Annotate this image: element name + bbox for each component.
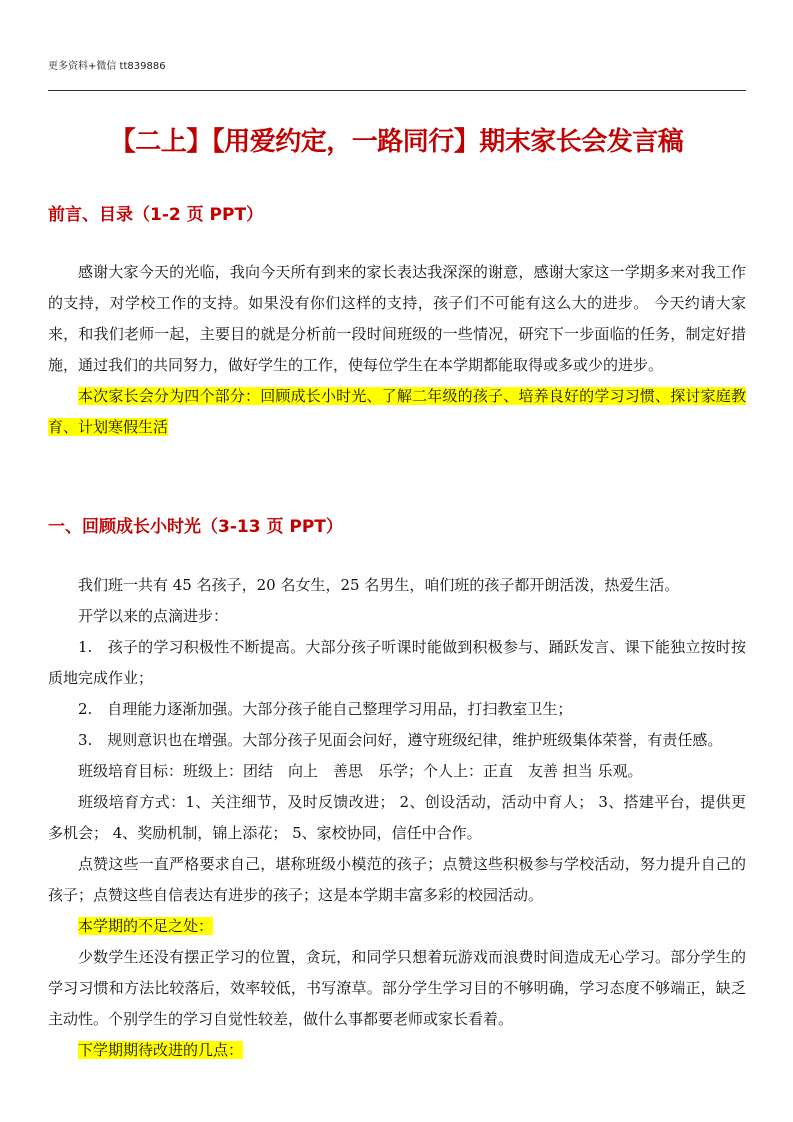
header-divider [48,90,746,91]
highlighted-agenda: 本次家长会分为四个部分：回顾成长小时光、了解二年级的孩子、培养良好的学习习惯、探讨家庭教育、计划寒假生活 [48,387,746,436]
header-note: 更多资料+微信 tt839886 [48,61,166,72]
paragraph: 我们班一共有 45 名孩子，20 名女生，25 名男生，咱们班的孩子都开朗活泼，热爱生活。 [78,576,680,594]
list-item: 1. 孩子的学习积极性不断提高。大部分孩子听课时能做到积极参与、踊跃发言、课下能独立按时按质地完成作业； [48,638,746,687]
subheading [48,1035,746,1066]
list-item: 2. 自理能力逐渐加强。大部分孩子能自己整理学习用品，打扫教室卫生； [78,700,573,718]
paragraph: 少数学生还没有摆正学习的位置，贪玩，和同学只想着玩游戏而浪费时间造成无心学习。部分学生的学习习惯和方法比较落后，效率较低，书写潦草。部分学生学习目的不够明确，学习态度不够端正，缺乏主动性。个别学生的学习自觉性较差，做什么事都要老师或家长看着。 [48,948,746,1028]
highlighted-shortcoming-label: 本学期的不足之处： [78,917,214,935]
agenda-paragraph [48,381,746,443]
paragraph: 班级培育方式：1、关注细节，及时反馈改进； 2、创设活动，活动中育人； 3、搭建平台，提供更多机会； 4、奖励机制，锦上添花； 5、家校协同，信任中合作。 [48,793,746,842]
highlighted-improve-label: 下学期期待改进的几点： [78,1041,244,1059]
section-heading-review: 一、回顾成长小时光（3-13 页 PPT） [48,517,343,537]
section-review-body [48,570,746,1066]
paragraph: 班级培育目标：班级上：团结 向上 善思 乐学；个人上：正直 友善 担当 乐观。 [78,762,643,780]
section-preface-body [48,257,746,443]
paragraph: 开学以来的点滴进步： [78,607,229,625]
document-title: 【二上】【用爱约定，一路同行】期末家长会发言稿 [109,127,684,157]
paragraph: 感谢大家今天的光临，我向今天所有到来的家长表达我深深的谢意，感谢大家这一学期多来对我工作的支持，对学校工作的支持。如果没有你们这样的支持，孩子们不可能有这么大的进步。 今天约请大家来，和我们老师一起，主要目的就是分析前一段时间班级的一些情况，研究下一步面临的任务，制定好措施，通过我们的共同努力，做好学生的工作，使每位学生在本学期都能取得或多或少的进步。 [48,263,746,374]
subheading [48,911,746,942]
section-heading-preface: 前言、目录（1-2 页 PPT） [48,205,264,225]
list-item: 3. 规则意识也在增强。大部分孩子见面会问好，遵守班级纪律，维护班级集体荣誉，有责任感。 [78,731,723,749]
paragraph: 点赞这些一直严格要求自己，堪称班级小模范的孩子；点赞这些积极参与学校活动，努力提升自己的孩子；点赞这些自信表达有进步的孩子；这是本学期丰富多彩的校园活动。 [48,855,746,904]
